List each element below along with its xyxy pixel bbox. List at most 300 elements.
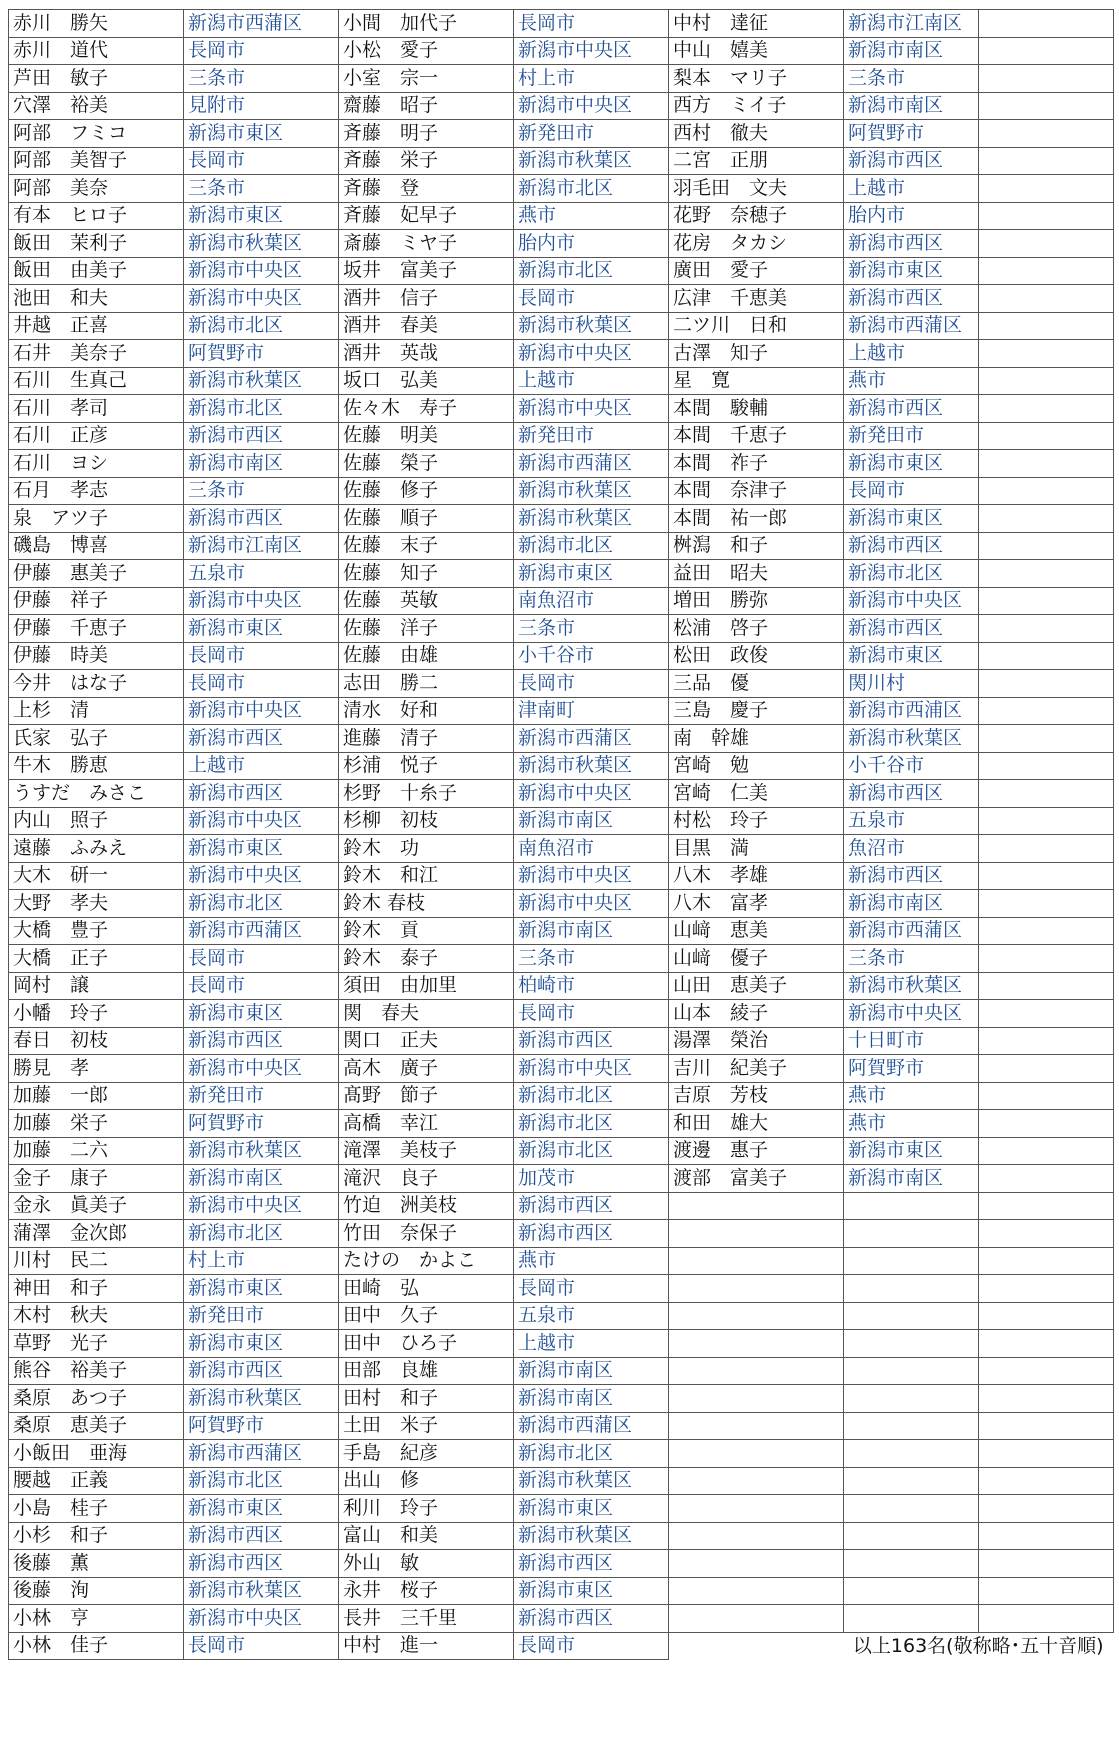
member-name: 磯島 博喜 [9,532,184,560]
member-list-sheet [8,9,1113,1745]
member-name: 松田 政俊 [669,642,844,670]
member-name: 目黒 満 [669,835,844,863]
member-city: 新潟市西区 [184,1522,339,1550]
member-name: 佐藤 末子 [339,532,514,560]
member-city: 津南町 [514,697,669,725]
member-city: 新潟市西区 [844,780,979,808]
table-row [9,1495,1114,1523]
member-name: 後藤 洵 [9,1577,184,1605]
member-city: 長岡市 [184,642,339,670]
blank-column-cell [979,230,1114,258]
member-city: 長岡市 [514,1632,669,1660]
member-name: 後藤 薫 [9,1550,184,1578]
member-city: 新潟市中央区 [514,780,669,808]
member-city: 阿賀野市 [184,1412,339,1440]
member-city: 新潟市西区 [184,1357,339,1385]
member-name: 赤川 道代 [9,37,184,65]
member-city: 新潟市西区 [844,862,979,890]
member-name: 神田 和子 [9,1275,184,1303]
member-city: 魚沼市 [844,835,979,863]
member-city: 新潟市南区 [514,917,669,945]
member-city: 燕市 [844,367,979,395]
table-row [9,1632,1114,1660]
table-row [9,230,1114,258]
member-name: 関口 正夫 [339,1027,514,1055]
member-name: 佐藤 修子 [339,477,514,505]
member-name: 有本 ヒロ子 [9,202,184,230]
member-city: 新潟市中央区 [844,587,979,615]
member-name: 高橋 幸江 [339,1110,514,1138]
member-city: 新潟市北区 [844,560,979,588]
member-name: 大橋 豊子 [9,917,184,945]
member-name: 本間 千恵子 [669,422,844,450]
member-name: 芦田 敏子 [9,65,184,93]
member-city: 新潟市東区 [844,257,979,285]
member-city: 新潟市西蒲区 [184,917,339,945]
member-name: 大野 孝夫 [9,890,184,918]
member-city: 上越市 [514,367,669,395]
member-city: 新発田市 [844,422,979,450]
table-row [9,1275,1114,1303]
table-row [9,697,1114,725]
member-city: 新潟市西区 [184,780,339,808]
table-row [9,1192,1114,1220]
member-city: 胎内市 [514,230,669,258]
member-city [844,1577,979,1605]
table-row [9,615,1114,643]
member-name: 春日 初枝 [9,1027,184,1055]
member-city: 新潟市西蒲区 [514,1412,669,1440]
table-row [9,1330,1114,1358]
member-city: 新潟市秋葉区 [514,752,669,780]
member-city: 新潟市江南区 [184,532,339,560]
member-name: 竹田 奈保子 [339,1220,514,1248]
member-city: 新潟市西区 [514,1220,669,1248]
member-name: 花房 タカシ [669,230,844,258]
member-city: 新潟市中央区 [184,862,339,890]
member-name: 田中 久子 [339,1302,514,1330]
member-city: 三条市 [184,175,339,203]
blank-column-cell [979,450,1114,478]
member-city: 上越市 [514,1330,669,1358]
member-city: 燕市 [844,1110,979,1138]
member-name: 田村 和子 [339,1385,514,1413]
member-name [669,1495,844,1523]
member-name: 宮崎 勉 [669,752,844,780]
member-city: 南魚沼市 [514,835,669,863]
member-name: 利川 玲子 [339,1495,514,1523]
table-row [9,587,1114,615]
member-city: 新潟市西区 [184,1027,339,1055]
member-name: 齋藤 昭子 [339,92,514,120]
member-name: 鈴木 貢 [339,917,514,945]
member-city: 新潟市秋葉区 [514,1522,669,1550]
member-name: 髙野 節子 [339,1082,514,1110]
member-city [844,1605,979,1633]
member-name: 西方 ミイ子 [669,92,844,120]
member-city: 小千谷市 [844,752,979,780]
member-name: 本間 駿輔 [669,395,844,423]
blank-column-cell [979,945,1114,973]
member-name: 手島 紀彦 [339,1440,514,1468]
member-city: 阿賀野市 [184,1110,339,1138]
table-row [9,807,1114,835]
blank-column-cell [979,1605,1114,1633]
member-name [669,1275,844,1303]
member-city: 新潟市北区 [184,1467,339,1495]
blank-column-cell [979,175,1114,203]
member-city: 新潟市東区 [184,202,339,230]
table-row [9,835,1114,863]
member-city [844,1220,979,1248]
member-city: 上越市 [844,340,979,368]
blank-column-cell [979,1550,1114,1578]
member-name: 佐藤 明美 [339,422,514,450]
member-city: 見附市 [184,92,339,120]
blank-column-cell [979,1385,1114,1413]
table-row [9,1522,1114,1550]
member-city: 新潟市南区 [514,1357,669,1385]
member-city: 新潟市北区 [184,395,339,423]
member-name: 酒井 春美 [339,312,514,340]
member-name: 小間 加代子 [339,10,514,38]
member-name [669,1302,844,1330]
blank-column-cell [979,1302,1114,1330]
member-name: 岡村 譲 [9,972,184,1000]
blank-column-cell [979,1467,1114,1495]
member-city: 阿賀野市 [844,120,979,148]
member-name: 二ツ川 日和 [669,312,844,340]
member-name: たけの かよこ [339,1247,514,1275]
member-city: 新潟市中央区 [184,807,339,835]
blank-column-cell [979,367,1114,395]
member-name: 星 寛 [669,367,844,395]
member-city: 新潟市北区 [514,257,669,285]
member-name: 土田 米子 [339,1412,514,1440]
member-name: 金永 眞美子 [9,1192,184,1220]
member-name: 本間 奈津子 [669,477,844,505]
member-city [844,1385,979,1413]
member-name: 竹迫 洲美枝 [339,1192,514,1220]
table-row [9,972,1114,1000]
member-name: 羽毛田 文夫 [669,175,844,203]
member-city: 新潟市中央区 [514,890,669,918]
table-row [9,752,1114,780]
table-row [9,917,1114,945]
blank-column-cell [979,642,1114,670]
member-name: 田崎 弘 [339,1275,514,1303]
member-name: 阿部 フミコ [9,120,184,148]
member-city: 新潟市東区 [184,835,339,863]
member-name: 長井 三千里 [339,1605,514,1633]
table-row [9,92,1114,120]
member-city: 新潟市東区 [514,560,669,588]
member-city: 新潟市西蒲区 [844,312,979,340]
member-city: 新潟市西区 [844,395,979,423]
member-name [669,1440,844,1468]
blank-column-cell [979,505,1114,533]
member-city: 燕市 [514,1247,669,1275]
member-city: 三条市 [514,615,669,643]
member-name: 南 幹雄 [669,725,844,753]
table-row [9,1577,1114,1605]
member-city: 新潟市北区 [514,532,669,560]
table-row [9,1605,1114,1633]
member-name: 山本 綾子 [669,1000,844,1028]
member-city: 新潟市西蒲区 [184,10,339,38]
member-name: 草野 光子 [9,1330,184,1358]
member-name: 永井 桜子 [339,1577,514,1605]
member-city: 新潟市北区 [514,1440,669,1468]
member-name: 斎藤 ミヤ子 [339,230,514,258]
member-city: 十日町市 [844,1027,979,1055]
member-name: うすだ みさこ [9,780,184,808]
member-city: 長岡市 [844,477,979,505]
member-name: 吉原 芳枝 [669,1082,844,1110]
member-city: 新潟市西区 [184,725,339,753]
member-city: 長岡市 [184,147,339,175]
member-name: 金子 康子 [9,1165,184,1193]
blank-column-cell [979,890,1114,918]
blank-column-cell [979,340,1114,368]
member-name [669,1412,844,1440]
table-row [9,312,1114,340]
table-row [9,202,1114,230]
member-name [669,1605,844,1633]
member-name: 桑原 恵美子 [9,1412,184,1440]
member-city: 長岡市 [184,670,339,698]
blank-column-cell [979,725,1114,753]
member-name: 佐藤 榮子 [339,450,514,478]
member-city: 新潟市南区 [514,1385,669,1413]
blank-column-cell [979,202,1114,230]
table-row [9,175,1114,203]
member-city: 新潟市中央区 [184,1055,339,1083]
blank-column-cell [979,835,1114,863]
member-name [669,1247,844,1275]
member-city: 新潟市西区 [184,505,339,533]
member-name: 斉藤 明子 [339,120,514,148]
blank-column-cell [979,37,1114,65]
blank-column-cell [979,65,1114,93]
table-row [9,422,1114,450]
member-roster-table [8,9,1114,1660]
member-name: 宮崎 仁美 [669,780,844,808]
member-city: 新潟市北区 [514,1137,669,1165]
member-name: 伊藤 祥子 [9,587,184,615]
member-city [844,1330,979,1358]
member-name: 伊藤 千恵子 [9,615,184,643]
table-row [9,1000,1114,1028]
member-name: 中村 進一 [339,1632,514,1660]
blank-column-cell [979,1192,1114,1220]
member-city: 三条市 [514,945,669,973]
member-city: 新発田市 [514,120,669,148]
member-name: 小林 亨 [9,1605,184,1633]
member-name: 飯田 由美子 [9,257,184,285]
member-name [669,1522,844,1550]
member-name: 加藤 二六 [9,1137,184,1165]
member-city [844,1440,979,1468]
member-city: 新潟市秋葉区 [514,1467,669,1495]
member-city: 新発田市 [184,1082,339,1110]
member-name: 桑原 あつ子 [9,1385,184,1413]
member-city: 南魚沼市 [514,587,669,615]
member-name: 酒井 信子 [339,285,514,313]
member-name: 鈴木 功 [339,835,514,863]
member-name [669,1357,844,1385]
member-city: 新潟市秋葉区 [514,312,669,340]
member-city [844,1192,979,1220]
member-city: 新潟市西区 [184,1550,339,1578]
member-city: 新潟市東区 [184,615,339,643]
member-name: 湯澤 榮治 [669,1027,844,1055]
member-city: 新潟市秋葉区 [184,1577,339,1605]
member-city: 新潟市南区 [844,92,979,120]
member-name: 三品 優 [669,670,844,698]
member-name: 上杉 清 [9,697,184,725]
member-city: 新潟市中央区 [514,92,669,120]
member-name: 増田 勝弥 [669,587,844,615]
table-row [9,780,1114,808]
member-city: 新潟市北区 [514,1110,669,1138]
member-city: 長岡市 [184,945,339,973]
member-name: 坂井 富美子 [339,257,514,285]
blank-column-cell [979,1275,1114,1303]
member-name: 小島 桂子 [9,1495,184,1523]
member-city: 新潟市東区 [184,1275,339,1303]
blank-column-cell [979,1220,1114,1248]
member-city: 新潟市西蒲区 [514,725,669,753]
member-city: 長岡市 [514,670,669,698]
member-name: 山田 恵美子 [669,972,844,1000]
table-row [9,1302,1114,1330]
member-city: 阿賀野市 [184,340,339,368]
member-city: 新潟市秋葉区 [514,477,669,505]
member-city: 燕市 [514,202,669,230]
member-name: 滝沢 良子 [339,1165,514,1193]
member-city: 新潟市中央区 [184,285,339,313]
table-row [9,1247,1114,1275]
member-city: 新潟市中央区 [184,257,339,285]
table-row [9,477,1114,505]
member-name: 小幡 玲子 [9,1000,184,1028]
member-city: 加茂市 [514,1165,669,1193]
member-name [669,1550,844,1578]
member-name: 鈴木 和江 [339,862,514,890]
blank-column-cell [979,1137,1114,1165]
blank-column-cell [979,1330,1114,1358]
table-row [9,1440,1114,1468]
member-name: 氏家 弘子 [9,725,184,753]
blank-column-cell [979,780,1114,808]
member-city: 新潟市北区 [184,1220,339,1248]
blank-column-cell [979,285,1114,313]
member-name: 小室 宗一 [339,65,514,93]
member-city: 長岡市 [514,10,669,38]
member-city: 村上市 [184,1247,339,1275]
member-city: 新潟市東区 [184,1330,339,1358]
member-city: 新潟市東区 [184,120,339,148]
table-row [9,1055,1114,1083]
member-name: 石川 ヨシ [9,450,184,478]
table-row [9,1082,1114,1110]
member-city: 新潟市北区 [514,175,669,203]
member-name: 佐藤 知子 [339,560,514,588]
member-name [669,1330,844,1358]
blank-column-cell [979,1165,1114,1193]
member-name: 坂口 弘美 [339,367,514,395]
member-name: 腰越 正義 [9,1467,184,1495]
member-city [844,1467,979,1495]
member-city: 五泉市 [184,560,339,588]
member-name [669,1192,844,1220]
member-name: 梨本 マリ子 [669,65,844,93]
table-row [9,725,1114,753]
member-city: 新潟市西蒲区 [184,1440,339,1468]
table-row [9,560,1114,588]
member-city: 五泉市 [844,807,979,835]
member-name: 富山 和美 [339,1522,514,1550]
member-name: 田中 ひろ子 [339,1330,514,1358]
member-city: 関川村 [844,670,979,698]
member-name: 大木 研一 [9,862,184,890]
table-row [9,1110,1114,1138]
member-name [669,1220,844,1248]
table-row [9,1357,1114,1385]
member-name: 斉藤 登 [339,175,514,203]
blank-column-cell [979,697,1114,725]
member-city: 長岡市 [184,1632,339,1660]
member-name: 小林 佳子 [9,1632,184,1660]
table-row [9,120,1114,148]
member-name: 石井 美奈子 [9,340,184,368]
member-city: 新潟市北区 [184,890,339,918]
member-city: 新発田市 [514,422,669,450]
member-name: 益田 昭夫 [669,560,844,588]
member-city: 小千谷市 [514,642,669,670]
member-city: 新潟市中央区 [514,1055,669,1083]
member-city: 胎内市 [844,202,979,230]
table-row [9,1385,1114,1413]
member-name: 桝澙 和子 [669,532,844,560]
member-city: 柏崎市 [514,972,669,1000]
member-city: 新潟市西区 [184,422,339,450]
member-city: 新潟市秋葉区 [184,1137,339,1165]
blank-column-cell [979,670,1114,698]
member-city: 新潟市南区 [844,890,979,918]
blank-column-cell [979,10,1114,38]
member-name: 伊藤 惠美子 [9,560,184,588]
member-city: 長岡市 [514,285,669,313]
member-name: 赤川 勝矢 [9,10,184,38]
table-row [9,945,1114,973]
member-name: 吉川 紀美子 [669,1055,844,1083]
member-name: 小松 愛子 [339,37,514,65]
member-name: 杉野 十糸子 [339,780,514,808]
member-name: 石川 正彦 [9,422,184,450]
member-city: 新潟市西区 [514,1192,669,1220]
member-city: 新潟市南区 [844,1165,979,1193]
member-name: 三島 慶子 [669,697,844,725]
member-city: 阿賀野市 [844,1055,979,1083]
member-name: 外山 敏 [339,1550,514,1578]
blank-column-cell [979,972,1114,1000]
member-city: 新潟市江南区 [844,10,979,38]
blank-column-cell [979,1522,1114,1550]
member-city: 新潟市中央区 [844,1000,979,1028]
member-name: 木村 秋夫 [9,1302,184,1330]
